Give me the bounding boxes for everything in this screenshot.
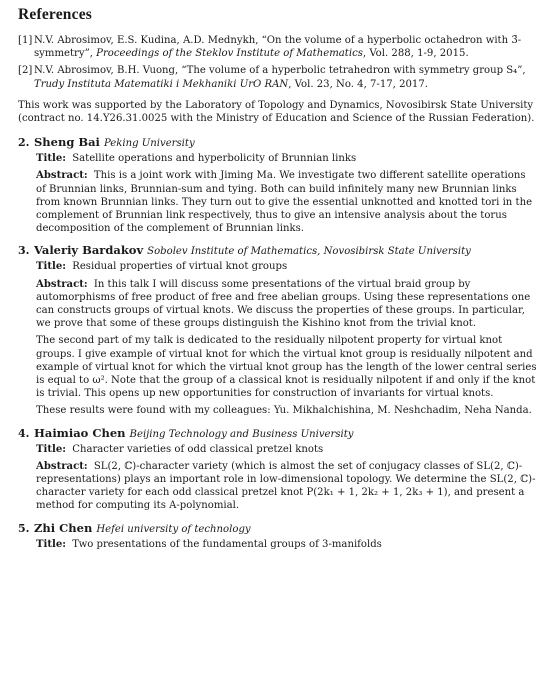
reference-number: [1] (18, 35, 33, 46)
abstract-paragraph: These results were found with my colleagues: Yu. Mikhalchishina, M. Neshchadim, Neha Nanda. (36, 405, 532, 417)
speaker-affiliation: Peking University (103, 138, 195, 150)
support-note: This work was supported by the Laboratory of Topology and Dynamics, Novosibirsk State University (contract no. 14.Y26.31.0025 with the Ministry of Education and Science of the Russian Federation). (18, 99, 535, 125)
talk-entry (18, 243, 546, 417)
talk-title-row (36, 443, 546, 456)
title-label: Title: (36, 153, 66, 165)
abstract-label: Abstract: (36, 278, 88, 290)
talk-body (34, 152, 546, 235)
talk-body (34, 538, 546, 551)
reference-item (18, 64, 546, 90)
talk-number: 2. (18, 136, 30, 150)
abstract-label: Abstract: (36, 170, 88, 182)
title-label: Title: (36, 261, 66, 273)
talk-entry (18, 135, 546, 235)
abstract-paragraph: The second part of my talk is dedicated to the residually nilpotent property for virtual knot groups. I give example of virtual knot for which the virtual knot group is residually nilpotent and example of virtual knot for which the virtual knot group has the length of the lower central series is equal to ω². Note that the group of a classical knot is residually nilpotent if and only if the knot is trivial. This opens up new opportunities for construction of invariants for virtual knots. (36, 335, 537, 400)
speaker-name: Haimiao Chen (34, 425, 126, 440)
talk-title: Satellite operations and hyperbolicity of Brunnian links (72, 153, 357, 165)
speaker-affiliation: Beijing Technology and Business University (129, 428, 354, 440)
reference-venue: Proceedings of the Steklov Institute of Mathematics (96, 48, 363, 60)
speaker-name: Zhi Chen (34, 520, 93, 535)
talk-header (18, 135, 546, 149)
abstract-text: In this talk I will discuss some presentations of the virtual braid group by automorphisms of free product of free and free abelian groups. Using these representations one can constructs groups of virtual knots. We discuss the properties of these groups. In particular, we prove that some of these groups distinguish the Kishino knot from the trivial knot. (36, 278, 531, 330)
talk-title: Two presentations of the fundamental groups of 3-manifolds (72, 538, 382, 550)
talk-entry (18, 426, 546, 513)
speaker-name: Valeriy Bardakov (34, 243, 144, 258)
abstract-row (36, 169, 546, 235)
title-label: Title: (36, 538, 66, 550)
talk-title-row (36, 152, 546, 165)
references-heading: References (18, 6, 93, 23)
abstract-row (36, 460, 546, 513)
reference-text (34, 64, 546, 90)
talk-title-row (36, 538, 546, 551)
talk-header (18, 243, 546, 257)
reference-title: “On the volume of a hyperbolic octahedron with 3̄-symmetry”, (34, 35, 522, 60)
reference-details: , Vol. 23, No. 4, 7-17, 2017. (288, 78, 428, 90)
speaker-affiliation: Hefei university of technology (96, 523, 251, 535)
speaker-name: Sheng Bai (34, 135, 100, 150)
talk-number: 5. (18, 521, 30, 535)
talk-header (18, 521, 546, 535)
abstract-row (36, 278, 546, 331)
talk-number: 3. (18, 244, 30, 258)
talk-number: 4. (18, 426, 30, 440)
reference-title: “The volume of a hyperbolic tetrahedron with symmetry group S₄”, (181, 65, 526, 77)
talk-header (18, 426, 546, 440)
speaker-affiliation: Sobolev Institute of Mathematics, Novosibirsk State University (147, 246, 471, 258)
abstract-text: SL(2, ℂ)-character variety (which is almost the set of conjugacy classes of SL(2, ℂ)-representations) plays an important role in low-dimensional topology. We determine the SL(2, ℂ)-character variety for each odd classical pretzel knot P(2k₁ + 1, 2k₂ + 1, 2k₃ + 1), and present a method for computing its A-polynomial. (36, 460, 536, 512)
reference-venue: Trudy Instituta Matematiki i Mekhaniki UrO RAN (34, 78, 289, 90)
talk-body (34, 260, 546, 417)
abstract-text: This is a joint work with Jiming Ma. We investigate two different satellite operations of Brunnian links, Brunnian-sum and tying. Both can build infinitely many new Brunnian links from known Brunnian links. They turn out to give the essential unknotted and knotted tori in the complement of Brunnian link respectively, thus to give an intensive analysis about the torus decomposition of the complement of Brunnian links. (36, 170, 533, 235)
reference-details: , Vol. 288, 1-9, 2015. (362, 48, 469, 60)
talk-title-row (36, 260, 546, 273)
talk-body (34, 443, 546, 513)
reference-number: [2] (18, 65, 33, 77)
reference-list (18, 34, 546, 91)
talk-title: Residual properties of virtual knot groups (72, 261, 288, 273)
reference-authors: N.V. Abrosimov, B.H. Vuong, (34, 65, 182, 77)
talk-entry (18, 521, 546, 551)
abstract-label: Abstract: (36, 460, 88, 472)
reference-authors: N.V. Abrosimov, E.S. Kudina, A.D. Mednykh, (34, 35, 262, 46)
reference-text (34, 34, 546, 60)
reference-item (18, 34, 546, 60)
talk-title: Character varieties of odd classical pretzel knots (72, 443, 324, 455)
title-label: Title: (36, 443, 66, 455)
